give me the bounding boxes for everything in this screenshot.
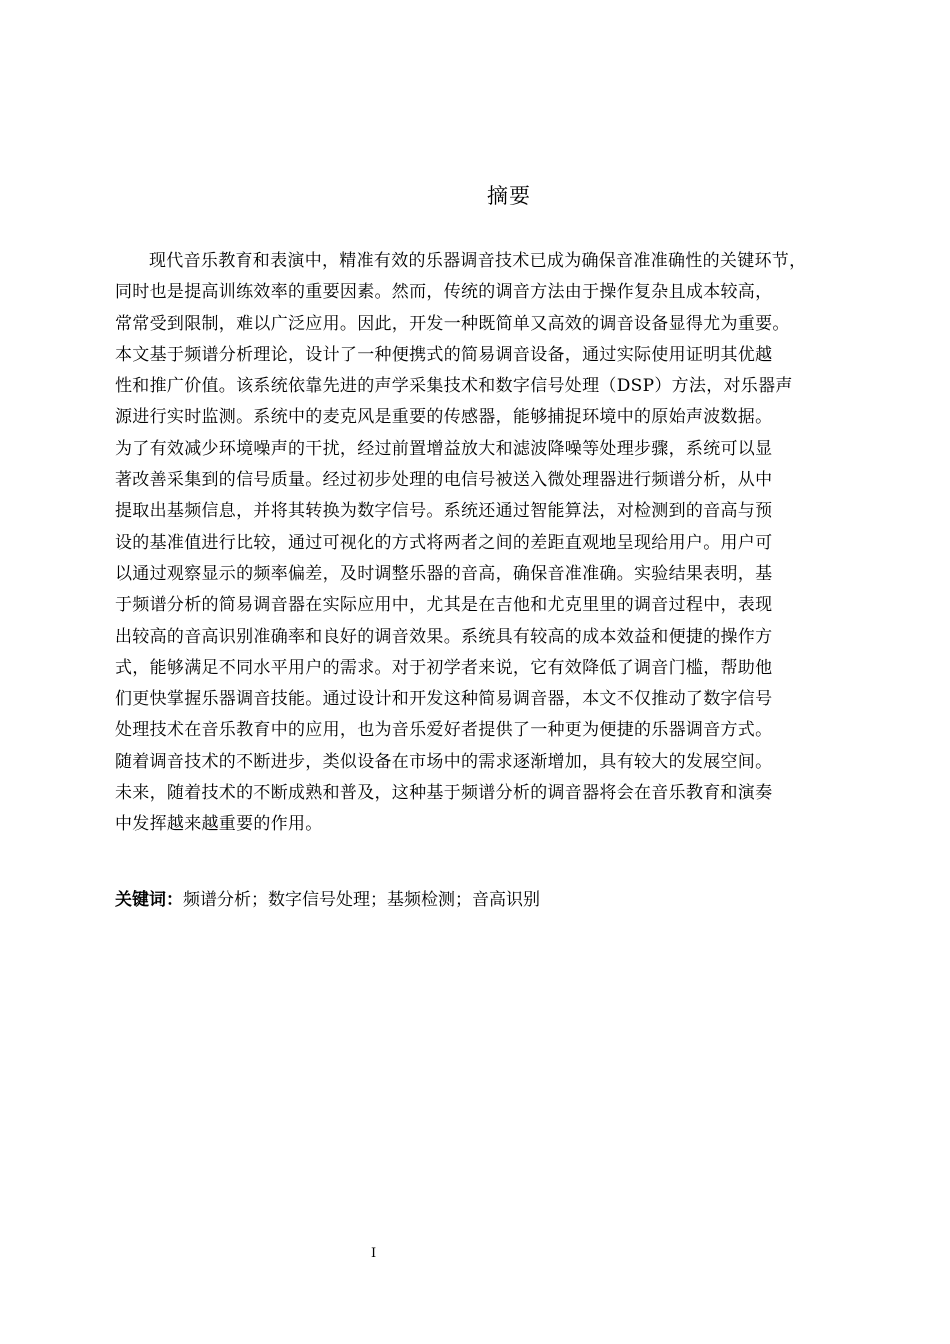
abstract-line: 常常受到限制，难以广泛应用。因此，开发一种既简单又高效的调音设备显得尤为重要。: [115, 313, 790, 334]
abstract-line: 中发挥越来越重要的作用。: [115, 814, 323, 835]
abstract-line: 于频谱分析的简易调音器在实际应用中，尤其是在吉他和尤克里里的调音过程中，表现: [115, 595, 773, 616]
abstract-title: 摘要: [487, 184, 531, 208]
abstract-line: 提取出基频信息，并将其转换为数字信号。系统还通过智能算法，对检测到的音高与预: [115, 501, 773, 522]
abstract-line: 同时也是提高训练效率的重要因素。然而，传统的调音方法由于操作复杂且成本较高，: [115, 282, 773, 303]
abstract-body: [115, 246, 885, 841]
page-number: I: [371, 1246, 377, 1261]
abstract-line: 们更快掌握乐器调音技能。通过设计和开发这种简易调音器，本文不仅推动了数字信号: [115, 689, 773, 710]
abstract-line: 著改善采集到的信号质量。经过初步处理的电信号被送入微处理器进行频谱分析，从中: [115, 470, 773, 491]
abstract-line: 为了有效减少环境噪声的干扰，经过前置增益放大和滤波降噪等处理步骤，系统可以显: [115, 438, 773, 459]
keywords-label: 关键词：: [115, 890, 183, 910]
abstract-line: 性和推广价值。该系统依靠先进的声学采集技术和数字信号处理（DSP）方法，对乐器声: [115, 376, 793, 397]
abstract-line: 本文基于频谱分析理论，设计了一种便携式的简易调音设备，通过实际使用证明其优越: [115, 344, 773, 365]
keywords-value: 频谱分析；数字信号处理；基频检测；音高识别: [183, 890, 540, 910]
keywords-line: [115, 885, 540, 910]
abstract-line: 出较高的音高识别准确率和良好的调音效果。系统具有较高的成本效益和便捷的操作方: [115, 626, 773, 647]
abstract-line: 以通过观察显示的频率偏差，及时调整乐器的音高，确保音准准确。实验结果表明，基: [115, 563, 773, 584]
abstract-line: 源进行实时监测。系统中的麦克风是重要的传感器，能够捕捉环境中的原始声波数据。: [115, 407, 773, 428]
abstract-line: 设的基准值进行比较，通过可视化的方式将两者之间的差距直观地呈现给用户。用户可: [115, 532, 773, 553]
abstract-line: 随着调音技术的不断进步，类似设备在市场中的需求逐渐增加，具有较大的发展空间。: [115, 751, 773, 772]
abstract-line: 现代音乐教育和表演中，精准有效的乐器调音技术已成为确保音准准确性的关键环节，: [149, 251, 807, 271]
abstract-line: 式，能够满足不同水平用户的需求。对于初学者来说，它有效降低了调音门槛，帮助他: [115, 657, 773, 678]
abstract-line: 未来，随着技术的不断成熟和普及，这种基于频谱分析的调音器将会在音乐教育和演奏: [115, 783, 773, 804]
abstract-line: 处理技术在音乐教育中的应用，也为音乐爱好者提供了一种更为便捷的乐器调音方式。: [115, 720, 773, 741]
